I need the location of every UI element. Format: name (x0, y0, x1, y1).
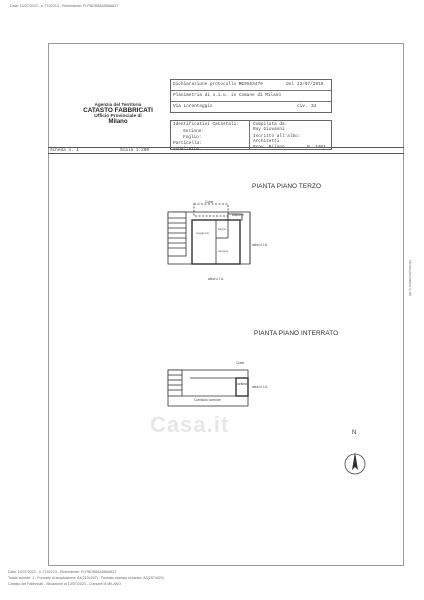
basement-title: PIANTA PIANO INTERRATO (254, 330, 339, 337)
compiled-label: Compilata da: (253, 122, 288, 127)
balcony-label: balcone (232, 213, 244, 217)
north-label: N (352, 430, 357, 436)
cadastral-title: Identificativi Catastali: (173, 122, 239, 127)
province-label: Prov. Milano (253, 145, 285, 150)
civ-label: civ. (297, 104, 308, 109)
del-label: del (286, 82, 294, 87)
basement-adjacent-label: altra U.I.U. (252, 385, 269, 389)
address-row (171, 102, 331, 112)
protocol-date: 13/07/2010 (297, 82, 324, 87)
plan-label: Planimetria di u.i.u. in Comune di Milano (173, 93, 282, 98)
svg-text:camera: camera (218, 249, 229, 253)
protocol-label: Dichiarazione protocollo n. (173, 82, 245, 87)
profession: Architetti (253, 139, 280, 144)
scale-label: Scala 1:200 (120, 148, 149, 153)
footer-line-2: Totale schede: 1 - Formato di acquisizione: A4(210x297) - Formato stampa richiesto: A3(297x420) (8, 576, 164, 580)
office-label: Ufficio Provinciale di (94, 114, 142, 120)
protocol-number: MI0553479 (239, 82, 263, 87)
third-floor-title: PIANTA PIANO TERZO (252, 183, 322, 190)
agency-name: Agenzia del Territorio (94, 102, 142, 107)
identifiers-box (170, 120, 332, 150)
catasto-title: CATASTO FABBRICATI (83, 107, 153, 115)
scale-bar (48, 147, 404, 154)
cellar-label: cantina (236, 382, 247, 386)
compiler-name: Roy Giovanni (253, 127, 285, 132)
svg-text:bagno: bagno (218, 227, 227, 231)
registered-label: Iscritto all'albo: (253, 134, 301, 139)
subalterno-label: Subalterno: (173, 147, 202, 152)
third-floor-plan (160, 196, 270, 286)
scheda-label: Scheda n. 1 (50, 148, 79, 153)
common-corridor-label: Corridoio comune (194, 398, 221, 402)
footer-line-1: Data: 10/07/2023 - n. T152213 - Richiedente: FLPNDR66A58A662Y (8, 570, 117, 574)
particella-label: Particella: (173, 141, 202, 146)
north-arrow (340, 440, 370, 480)
lower-unit-label: altra U.I.U. (208, 277, 225, 281)
civ-number: 34 (311, 104, 317, 109)
basement-courtyard-label: Corte (236, 361, 245, 365)
footer-line-3: Catasto dei Fabbricati - Situazione al 10/07/2023 - Comune di MILANO (8, 582, 122, 586)
watermark: Casa.it (150, 412, 230, 437)
plan-row (171, 91, 331, 102)
sezione-label: Sezione: (183, 129, 205, 134)
agency-block (72, 102, 164, 126)
side-note: Ultima planimetria in atti (408, 260, 412, 297)
header-meta: Data: 10/07/2023 - n. T152213 - Richiedente: FLPNDR66A58A662Y (10, 4, 119, 8)
registration-number: 3403 (315, 145, 326, 150)
office-city: Milano (108, 119, 128, 126)
adjacent-unit-label: altra U.I.U. (252, 243, 269, 247)
svg-text:soggiorno: soggiorno (196, 231, 210, 235)
declaration-box (170, 79, 332, 113)
box-divider (249, 121, 250, 149)
foglio-label: Foglio: (183, 135, 202, 140)
protocol-row (171, 80, 331, 91)
courtyard-label: Corte (205, 200, 214, 204)
n-label: N. (307, 145, 313, 150)
address: Via Lorenteggio (173, 104, 213, 109)
